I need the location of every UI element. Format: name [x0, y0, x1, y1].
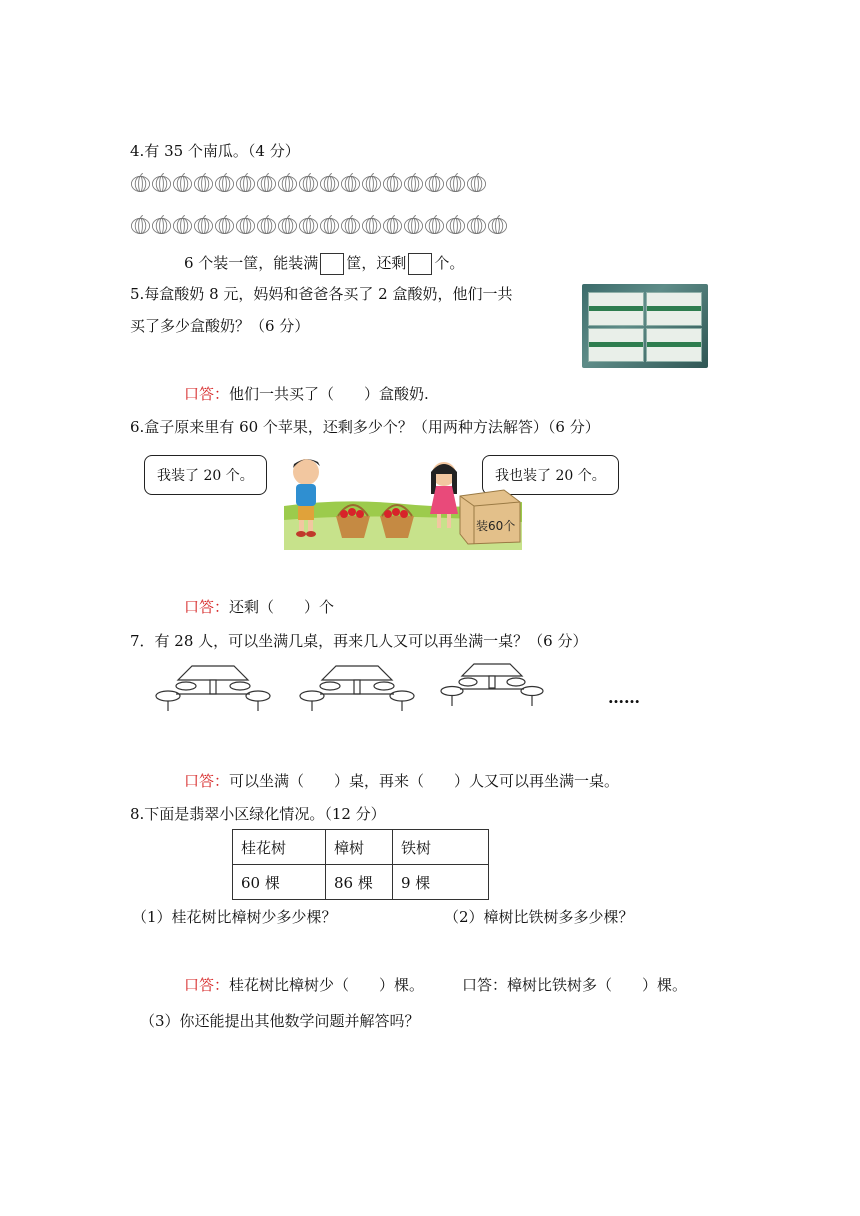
q4-fill-line — [184, 252, 464, 275]
apple-picking-illustration — [284, 450, 522, 550]
pumpkin-icon — [298, 172, 319, 193]
pumpkin-icon — [466, 172, 487, 193]
q8-sub3: （3）你还能提出其他数学问题并解答吗？ — [140, 1012, 420, 1030]
q7-ellipsis: …… — [608, 688, 640, 707]
pumpkin-icon — [235, 214, 256, 235]
pumpkin-icon — [319, 172, 340, 193]
table-with-seats-1 — [154, 664, 272, 714]
pumpkin-icon — [487, 214, 508, 235]
q6-answer — [184, 596, 334, 617]
box-label: 装60个 — [476, 519, 516, 533]
speech-bubble-boy: 我装了 20 个。 — [144, 455, 267, 495]
pumpkin-icon — [193, 172, 214, 193]
pumpkin-icon — [340, 214, 361, 235]
q5-line1: 5.每盒酸奶 8 元，妈妈和爸爸各买了 2 盒酸奶，他们一共 — [130, 285, 513, 303]
q6-answer-label: 口答： — [184, 598, 230, 616]
pumpkin-icon — [151, 172, 172, 193]
header-osmanthus: 桂花树 — [233, 830, 326, 865]
q8-answer2: 口答：樟树比铁树多（ ）棵。 — [462, 976, 688, 994]
pumpkin-icon — [361, 214, 382, 235]
pumpkin-icon — [403, 172, 424, 193]
pumpkin-icon — [277, 214, 298, 235]
q4-title: 4.有 35 个南瓜。（4 分） — [130, 142, 300, 160]
q6-answer-text: 还剩（ ）个 — [229, 598, 335, 616]
q8-answer1 — [184, 974, 424, 995]
q7-title: 7．有 28 人，可以坐满几桌，再来几人又可以再坐满一桌？（6 分） — [130, 632, 588, 650]
pumpkin-icon — [256, 214, 277, 235]
q8-answer1-text: 桂花树比樟树少（ ）棵。 — [229, 976, 425, 994]
pumpkin-icon — [340, 172, 361, 193]
pumpkin-icon — [193, 214, 214, 235]
q4-text-c: 个。 — [434, 254, 465, 272]
pumpkin-icon — [130, 214, 151, 235]
q8-answer1-label: 口答： — [184, 976, 230, 994]
pumpkin-icon — [382, 214, 403, 235]
q4-answer-box-baskets[interactable] — [320, 253, 344, 275]
q4-text-b: 筐，还剩 — [346, 254, 407, 272]
q5-answer-text: 他们一共买了（ ）盒酸奶. — [229, 385, 429, 403]
q8-title: 8.下面是翡翠小区绿化情况。（12 分） — [130, 805, 386, 823]
value-sago-palm: 9 棵 — [393, 865, 489, 900]
pumpkin-icon — [445, 172, 466, 193]
q5-line2: 买了多少盒酸奶？（6 分） — [130, 317, 310, 335]
pumpkin-icon — [130, 172, 151, 193]
table-with-seats-3 — [440, 662, 544, 710]
pumpkin-row-1 — [130, 172, 487, 193]
pumpkin-row-2 — [130, 214, 508, 235]
tree-table — [232, 829, 489, 900]
pumpkin-icon — [319, 214, 340, 235]
q7-answer-label: 口答： — [184, 772, 230, 790]
q5-answer — [184, 383, 429, 404]
q7-answer-text: 可以坐满（ ）桌，再来（ ）人又可以再坐满一桌。 — [229, 772, 620, 790]
q5-answer-label: 口答： — [184, 385, 230, 403]
yogurt-photo — [582, 284, 708, 368]
q6-title: 6.盒子原来里有 60 个苹果，还剩多少个？（用两种方法解答）（6 分） — [130, 418, 600, 436]
pumpkin-icon — [361, 172, 382, 193]
pumpkin-icon — [235, 172, 256, 193]
header-camphor: 樟树 — [326, 830, 393, 865]
pumpkin-icon — [256, 172, 277, 193]
q8-sub1: （1）桂花树比樟树少多少棵？ — [132, 908, 337, 926]
header-sago-palm: 铁树 — [393, 830, 489, 865]
pumpkin-icon — [424, 172, 445, 193]
q8-sub2: （2）樟树比铁树多多少棵？ — [444, 908, 634, 926]
q4-text-a: 6 个装一筐，能装满 — [184, 254, 319, 272]
pumpkin-icon — [445, 214, 466, 235]
pumpkin-icon — [403, 214, 424, 235]
pumpkin-icon — [214, 172, 235, 193]
table-row — [233, 830, 489, 865]
speech-bubble-girl: 我也装了 20 个。 — [482, 455, 619, 495]
pumpkin-icon — [277, 172, 298, 193]
pumpkin-icon — [172, 172, 193, 193]
pumpkin-icon — [214, 214, 235, 235]
pumpkin-icon — [382, 172, 403, 193]
pumpkin-icon — [424, 214, 445, 235]
pumpkin-icon — [466, 214, 487, 235]
q4-answer-box-remainder[interactable] — [408, 253, 432, 275]
table-row — [233, 865, 489, 900]
q7-answer — [184, 770, 619, 791]
value-osmanthus: 60 棵 — [233, 865, 326, 900]
pumpkin-icon — [151, 214, 172, 235]
table-with-seats-2 — [298, 664, 416, 714]
value-camphor: 86 棵 — [326, 865, 393, 900]
pumpkin-icon — [172, 214, 193, 235]
pumpkin-icon — [298, 214, 319, 235]
